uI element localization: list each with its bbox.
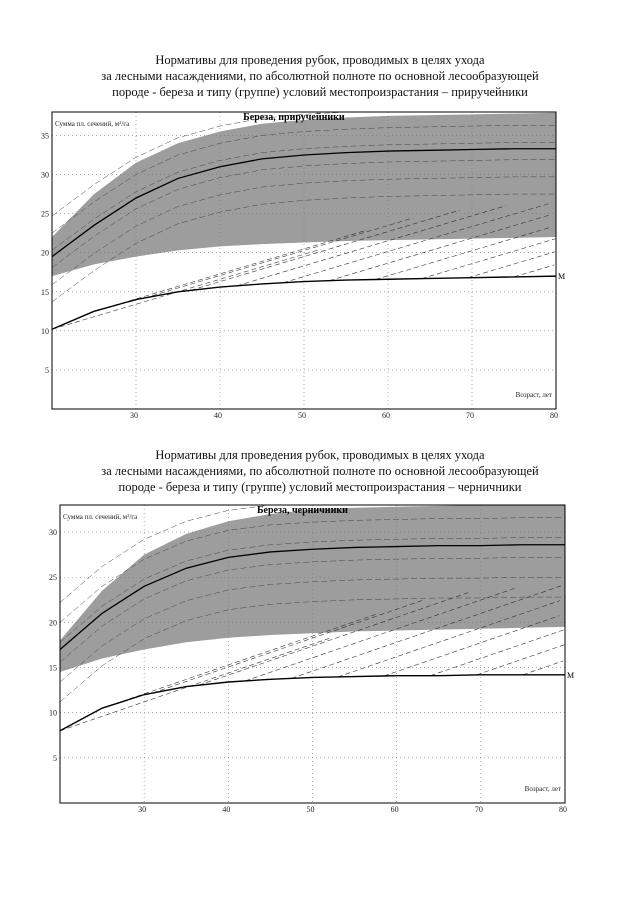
heading-1-line-1: Нормативы для проведения рубок, проводимых в целях ухода	[155, 53, 485, 67]
x-tick-label: 80	[550, 411, 558, 420]
x-axis-label: Возраст, лет	[515, 391, 552, 399]
y-tick-label: 20	[49, 618, 57, 628]
series-line-2	[60, 675, 565, 731]
heading-1-line-3: породе - береза и типу (группе) условий местопроизрастания – приручейники	[112, 85, 528, 99]
y-tick-label: 10	[49, 708, 57, 718]
y-tick-label: 5	[45, 365, 49, 375]
x-axis-label: Возраст, лет	[524, 785, 561, 793]
reference-curve-dashed	[514, 265, 554, 277]
curve-label-m: М	[567, 670, 575, 680]
x-tick-label: 80	[559, 805, 567, 814]
y-tick-label: 30	[49, 528, 57, 538]
y-axis-label: Сумма пл. сечений, м²/га	[55, 120, 130, 128]
heading-2-line-1: Нормативы для проведения рубок, проводимых в целях ухода	[155, 448, 485, 462]
y-tick-label: 15	[49, 663, 57, 673]
x-tick-label: 30	[130, 411, 138, 420]
x-tick-label: 60	[382, 411, 390, 420]
curve-label-m: М	[558, 272, 566, 282]
reference-curve-dashed	[422, 239, 556, 279]
band-area	[60, 505, 565, 672]
chart-title: Береза, черничники	[256, 505, 348, 516]
y-axis-label: Сумма пл. сечений, м²/га	[63, 513, 138, 521]
y-tick-label: 35	[41, 131, 49, 141]
y-tick-label: 25	[41, 209, 49, 219]
x-tick-label: 60	[390, 805, 399, 814]
x-tick-label: 50	[306, 805, 315, 814]
x-tick-label: 30	[138, 805, 147, 814]
chart-title: Береза, приручейники	[243, 112, 345, 123]
x-tick-label: 40	[222, 805, 231, 814]
y-tick-label: 15	[41, 287, 49, 297]
reference-curve-dashed	[477, 645, 565, 675]
x-tick-label: 70	[466, 411, 474, 420]
heading-2-line-2: за лесными насаждениями, по абсолютной полноте по основной лесообразующей	[101, 464, 539, 478]
reference-curve-dashed	[430, 629, 565, 675]
y-tick-label: 25	[49, 573, 57, 583]
x-tick-label: 70	[474, 805, 483, 814]
x-tick-label: 50	[298, 411, 306, 420]
chart-2-group	[49, 498, 574, 814]
y-tick-label: 10	[41, 326, 49, 336]
reference-curve-dashed	[468, 252, 555, 278]
y-tick-label: 5	[53, 753, 57, 763]
x-tick-label: 40	[214, 411, 222, 420]
y-tick-label: 20	[41, 248, 49, 258]
y-tick-label: 30	[41, 170, 49, 180]
heading-2-line-3: породе - береза и типу (группе) условий местопроизрастания – черничники	[118, 480, 522, 494]
heading-1-line-2: за лесными насаждениями, по абсолютной полноте по основной лесообразующей	[101, 69, 539, 83]
chart-1-group	[41, 108, 565, 420]
